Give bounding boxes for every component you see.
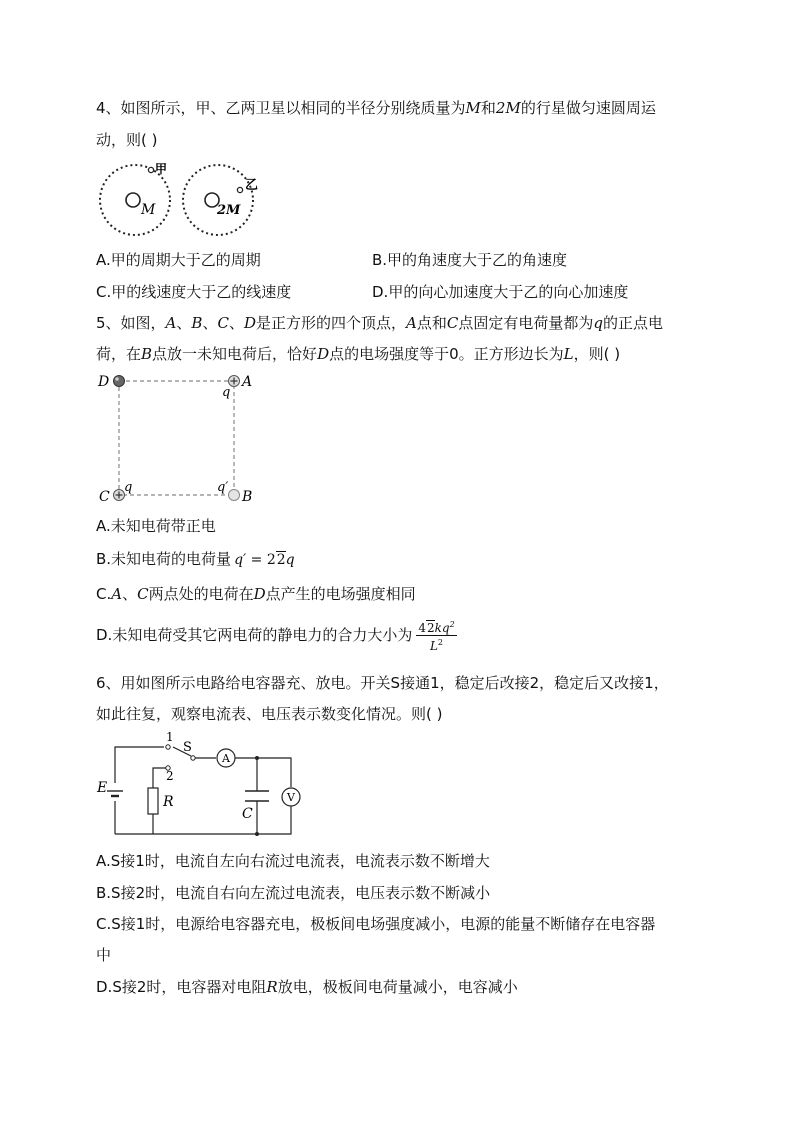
q5-stem-line2: 荷，在B点放一未知电荷后，恰好D点的电场强度等于0。正方形边长为L，则( ) <box>96 345 621 363</box>
q5-stem-line1: 5、如图，A、B、C、D是正方形的四个顶点，A点和C点固定有电荷量都为q的正点电 <box>96 314 663 332</box>
q4-orbit-figure <box>96 160 276 240</box>
q6-voltmeter-label: V <box>287 791 295 804</box>
q5-fig-label-d: D <box>98 374 110 390</box>
q6-fig-contact-1: 1 <box>166 730 174 744</box>
q5-fig-label-b: B <box>242 489 253 505</box>
q6-capacitor-label: C <box>242 806 253 822</box>
q4-planet-label-2: 2M <box>217 203 241 218</box>
q5-fig-label-c: C <box>99 489 110 505</box>
q5-fig-charge-c: q <box>124 480 133 495</box>
q4-sat-label-1: 甲 <box>155 162 168 176</box>
q4-stem-line1: 4、如图所示，甲、乙两卫星以相同的半径分别绕质量为M和2M的行星做匀速圆周运 <box>96 99 656 117</box>
q5-fig-label-a: A <box>242 374 253 390</box>
q4-option-a: A.甲的周期大于乙的周期 <box>96 251 261 269</box>
q6-battery-label: E <box>97 780 108 796</box>
q6-option-b: B.S接2时，电流自右向左流过电流表，电压表示数不断减小 <box>96 884 491 902</box>
q5-fig-charge-a: q <box>222 385 231 400</box>
q6-resistor-label: R <box>163 794 174 810</box>
q5-square-figure <box>96 370 266 510</box>
q5-option-a: A.未知电荷带正电 <box>96 517 216 535</box>
q5-fig-charge-b: q′ <box>217 480 229 495</box>
q6-fig-contact-2: 2 <box>166 769 174 783</box>
q6-stem-line2: 如此往复，观察电流表、电压表示数变化情况。则( ) <box>96 705 443 723</box>
q6-fig-switch-label: S <box>183 740 192 755</box>
q4-option-c: C.甲的线速度大于乙的线速度 <box>96 283 292 301</box>
q5-force-fraction: $\frac{42kq^2}{L^2}$ <box>418 620 455 653</box>
q6-stem-line1: 6、用如图所示电路给电容器充、放电。开关S接通1，稳定后改接2，稳定后又改接1， <box>96 674 669 692</box>
q6-option-c-line1: C.S接1时，电源给电容器充电，极板间电场强度减小，电源的能量不断储存在电容器 <box>96 915 656 933</box>
q6-circuit-figure <box>96 730 311 842</box>
q6-option-a: A.S接1时，电流自左向右流过电流表，电流表示数不断增大 <box>96 852 490 870</box>
q6-ammeter-label: A <box>222 752 230 765</box>
q5-option-b: B.未知电荷的电荷量 q′ = 22q <box>96 550 295 568</box>
q4-stem-line2: 动，则( ) <box>96 131 158 149</box>
q4-option-d: D.甲的向心加速度大于乙的向心加速度 <box>372 283 629 301</box>
q4-planet-label-1: M <box>141 202 156 218</box>
q6-option-c-line2: 中 <box>96 946 112 964</box>
q4-sat-label-2: 乙 <box>245 178 259 193</box>
q4-option-b: B.甲的角速度大于乙的角速度 <box>372 251 568 269</box>
q6-option-d: D.S接2时，电容器对电阻R放电，极板间电荷量减小，电容减小 <box>96 978 518 996</box>
q5-option-c: C.A、C两点处的电荷在D点产生的电场强度相同 <box>96 585 416 603</box>
q5-option-d: D.未知电荷受其它两电荷的静电力的合力大小为 $\frac{42kq^2}{L^2}$ <box>96 620 455 653</box>
